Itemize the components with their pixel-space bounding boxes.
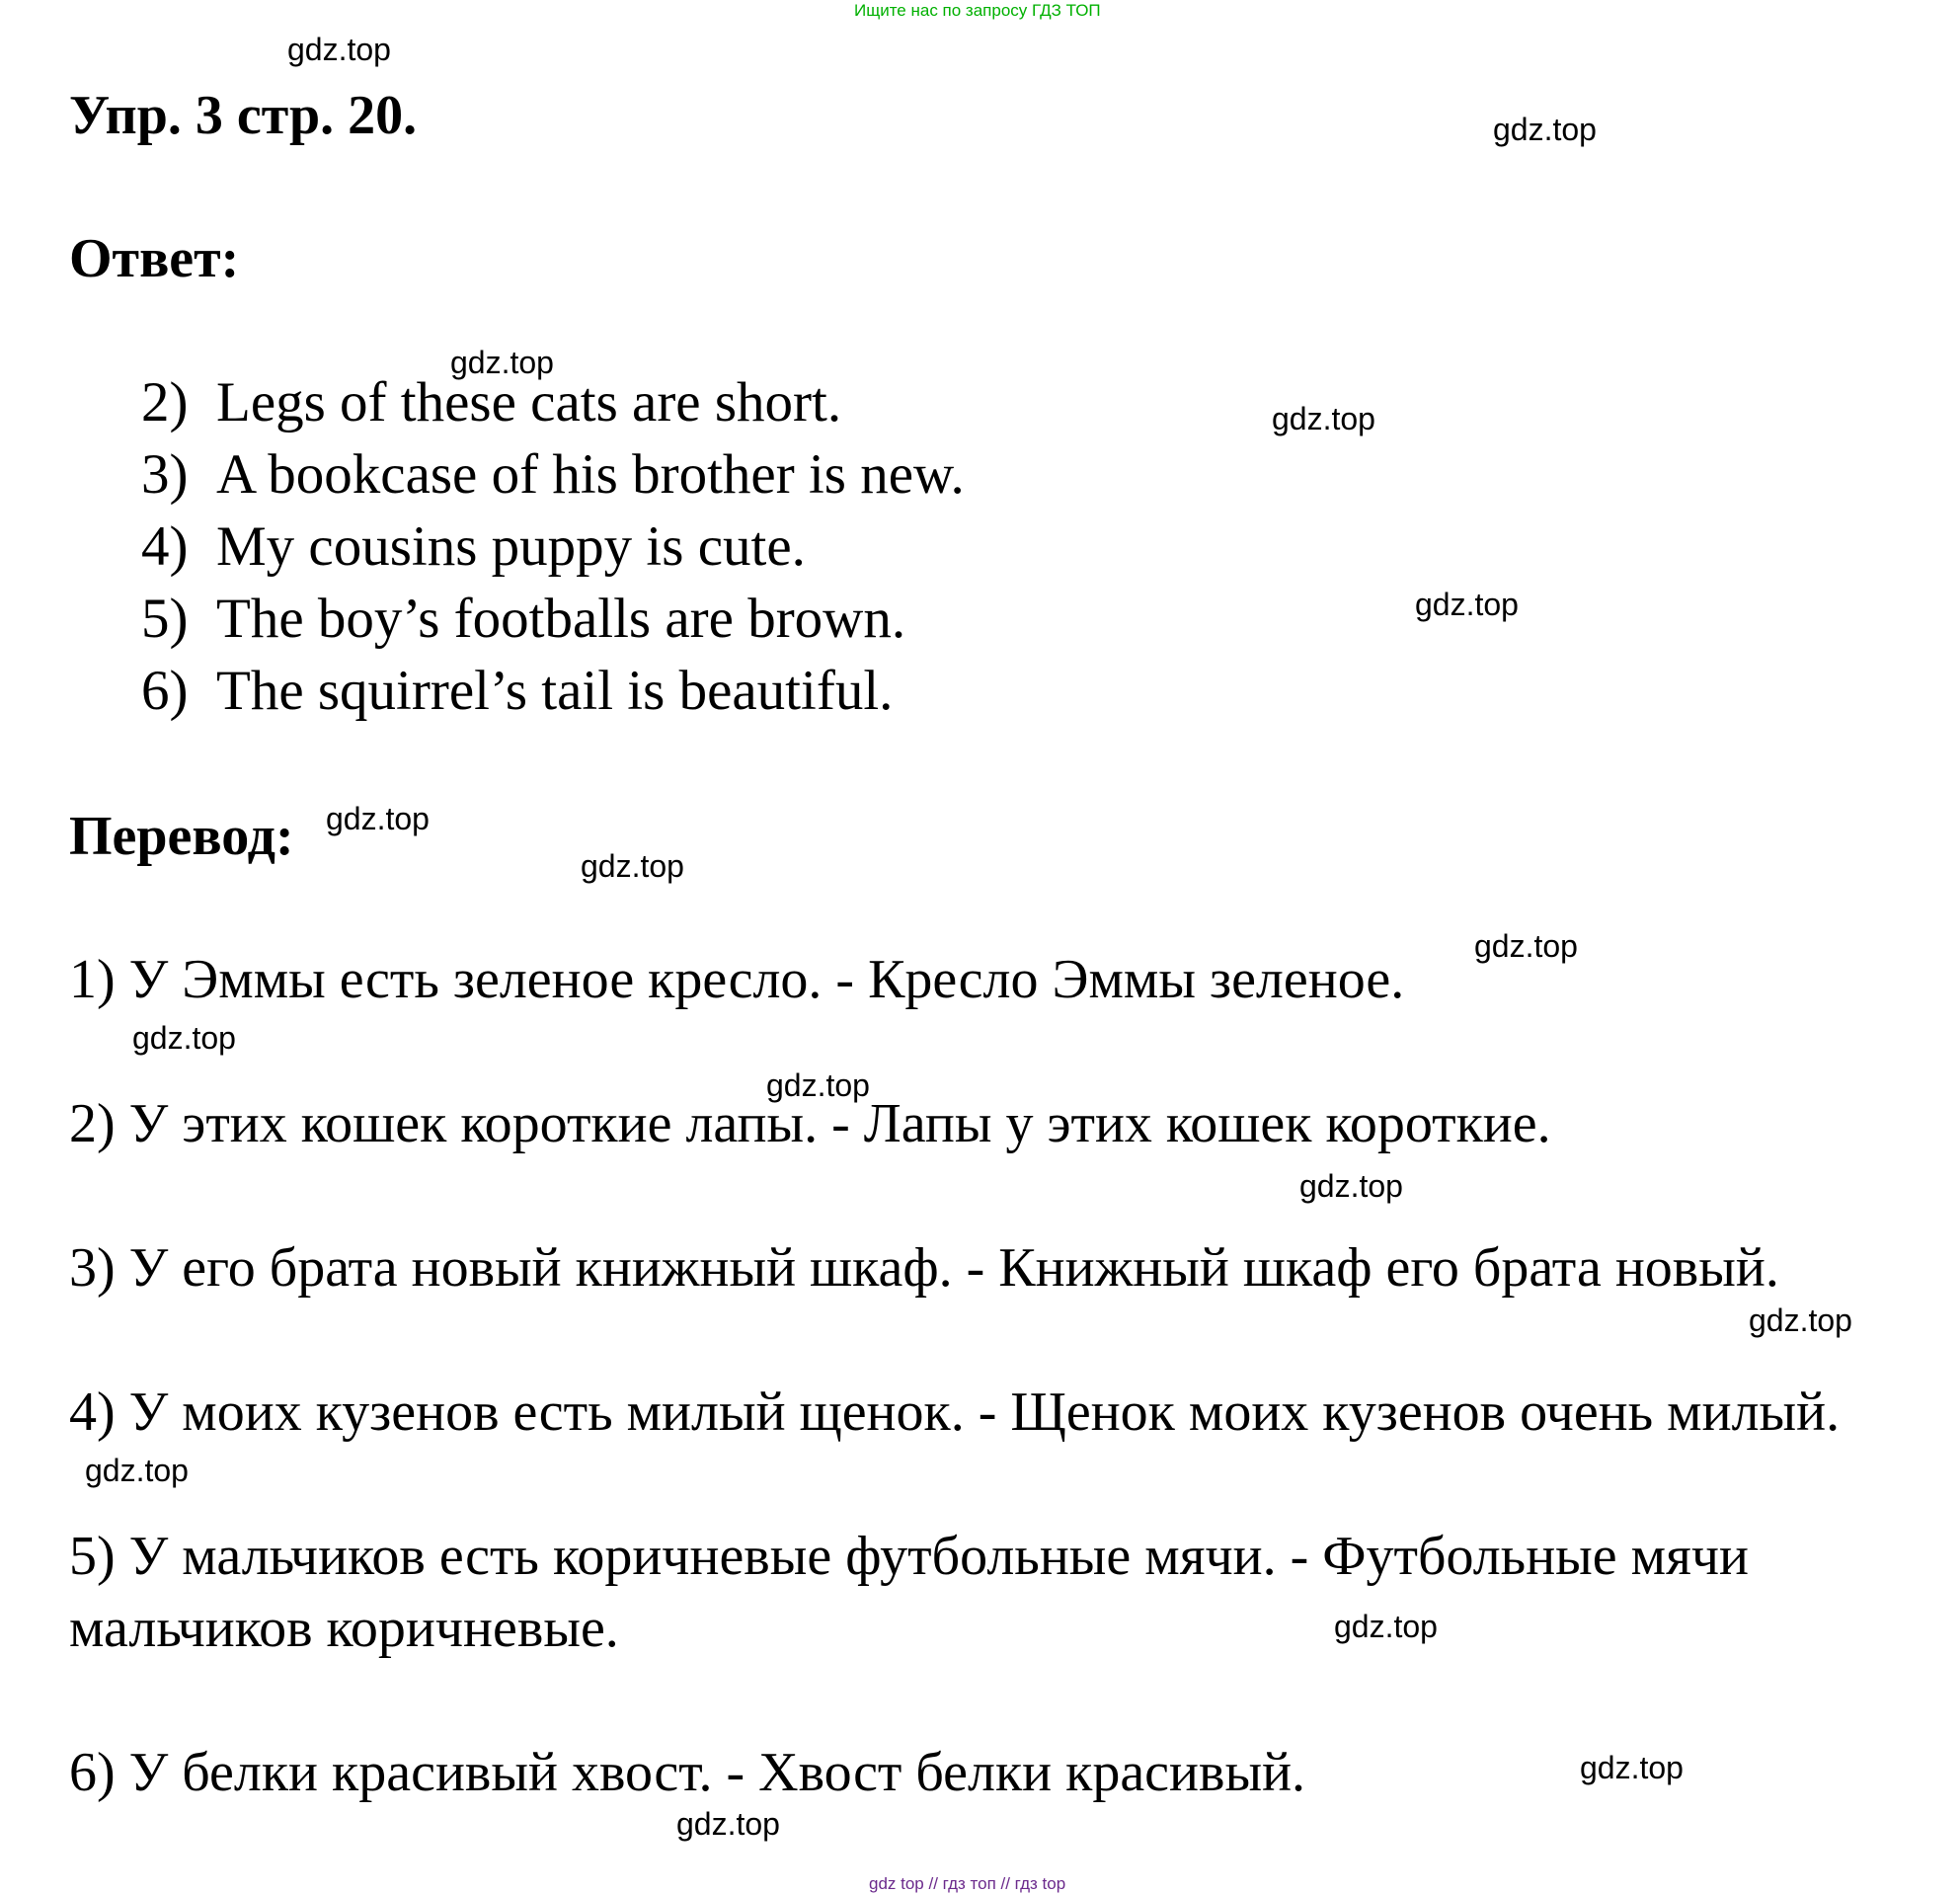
answer-number: 2) bbox=[141, 371, 189, 434]
translation-line: 1) У Эммы есть зеленое кресло. - Кресло Эммы зеленое. bbox=[69, 949, 1405, 1010]
watermark: gdz.top bbox=[1749, 1302, 1852, 1338]
translation-heading: Перевод: bbox=[69, 806, 294, 867]
answer-item bbox=[141, 587, 905, 651]
top-banner: Ищите нас по запросу ГДЗ ТОП bbox=[854, 1, 1101, 20]
watermark: gdz.top bbox=[1272, 401, 1375, 436]
watermark: gdz.top bbox=[766, 1067, 870, 1103]
answer-number: 4) bbox=[141, 515, 189, 578]
answer-text: Legs of these cats are short. bbox=[216, 371, 842, 434]
watermark: gdz.top bbox=[676, 1806, 780, 1842]
translation-line: 3) У его брата новый книжный шкаф. - Книжный шкаф его брата новый. bbox=[69, 1237, 1779, 1299]
footer-links: gdz top // гдз топ // гдз top bbox=[869, 1874, 1066, 1893]
answer-number: 3) bbox=[141, 443, 189, 506]
watermark: gdz.top bbox=[1299, 1168, 1403, 1204]
answer-item bbox=[141, 514, 806, 579]
answer-number: 5) bbox=[141, 588, 189, 650]
watermark: gdz.top bbox=[1415, 587, 1519, 622]
translation-line: 4) У моих кузенов есть милый щенок. - Щенок моих кузенов очень милый. bbox=[69, 1381, 1841, 1443]
translation-line: 6) У белки красивый хвост. - Хвост белки красивый. bbox=[69, 1742, 1306, 1803]
answer-item bbox=[141, 659, 893, 723]
answer-text: A bookcase of his brother is new. bbox=[216, 443, 965, 506]
translation-line: мальчиков коричневые. bbox=[69, 1598, 619, 1659]
translation-line: 5) У мальчиков есть коричневые футбольные мячи. - Футбольные мячи bbox=[69, 1526, 1749, 1587]
watermark: gdz.top bbox=[132, 1020, 236, 1056]
page-title: Упр. 3 стр. 20. bbox=[69, 85, 418, 146]
watermark: gdz.top bbox=[326, 801, 430, 836]
answer-heading: Ответ: bbox=[69, 228, 240, 289]
watermark: gdz.top bbox=[450, 345, 554, 380]
answer-text: My cousins puppy is cute. bbox=[216, 515, 806, 578]
answer-item bbox=[141, 442, 965, 507]
watermark: gdz.top bbox=[1493, 112, 1597, 147]
watermark: gdz.top bbox=[1334, 1609, 1438, 1644]
answer-text: The boy’s footballs are brown. bbox=[216, 588, 906, 650]
watermark: gdz.top bbox=[581, 848, 684, 884]
answer-text: The squirrel’s tail is beautiful. bbox=[216, 660, 894, 722]
translation-line: 2) У этих кошек короткие лапы. - Лапы у этих кошек короткие. bbox=[69, 1093, 1551, 1154]
watermark: gdz.top bbox=[287, 32, 391, 67]
watermark: gdz.top bbox=[1580, 1750, 1684, 1785]
answer-number: 6) bbox=[141, 660, 189, 722]
watermark: gdz.top bbox=[1474, 928, 1578, 964]
watermark: gdz.top bbox=[85, 1453, 189, 1488]
